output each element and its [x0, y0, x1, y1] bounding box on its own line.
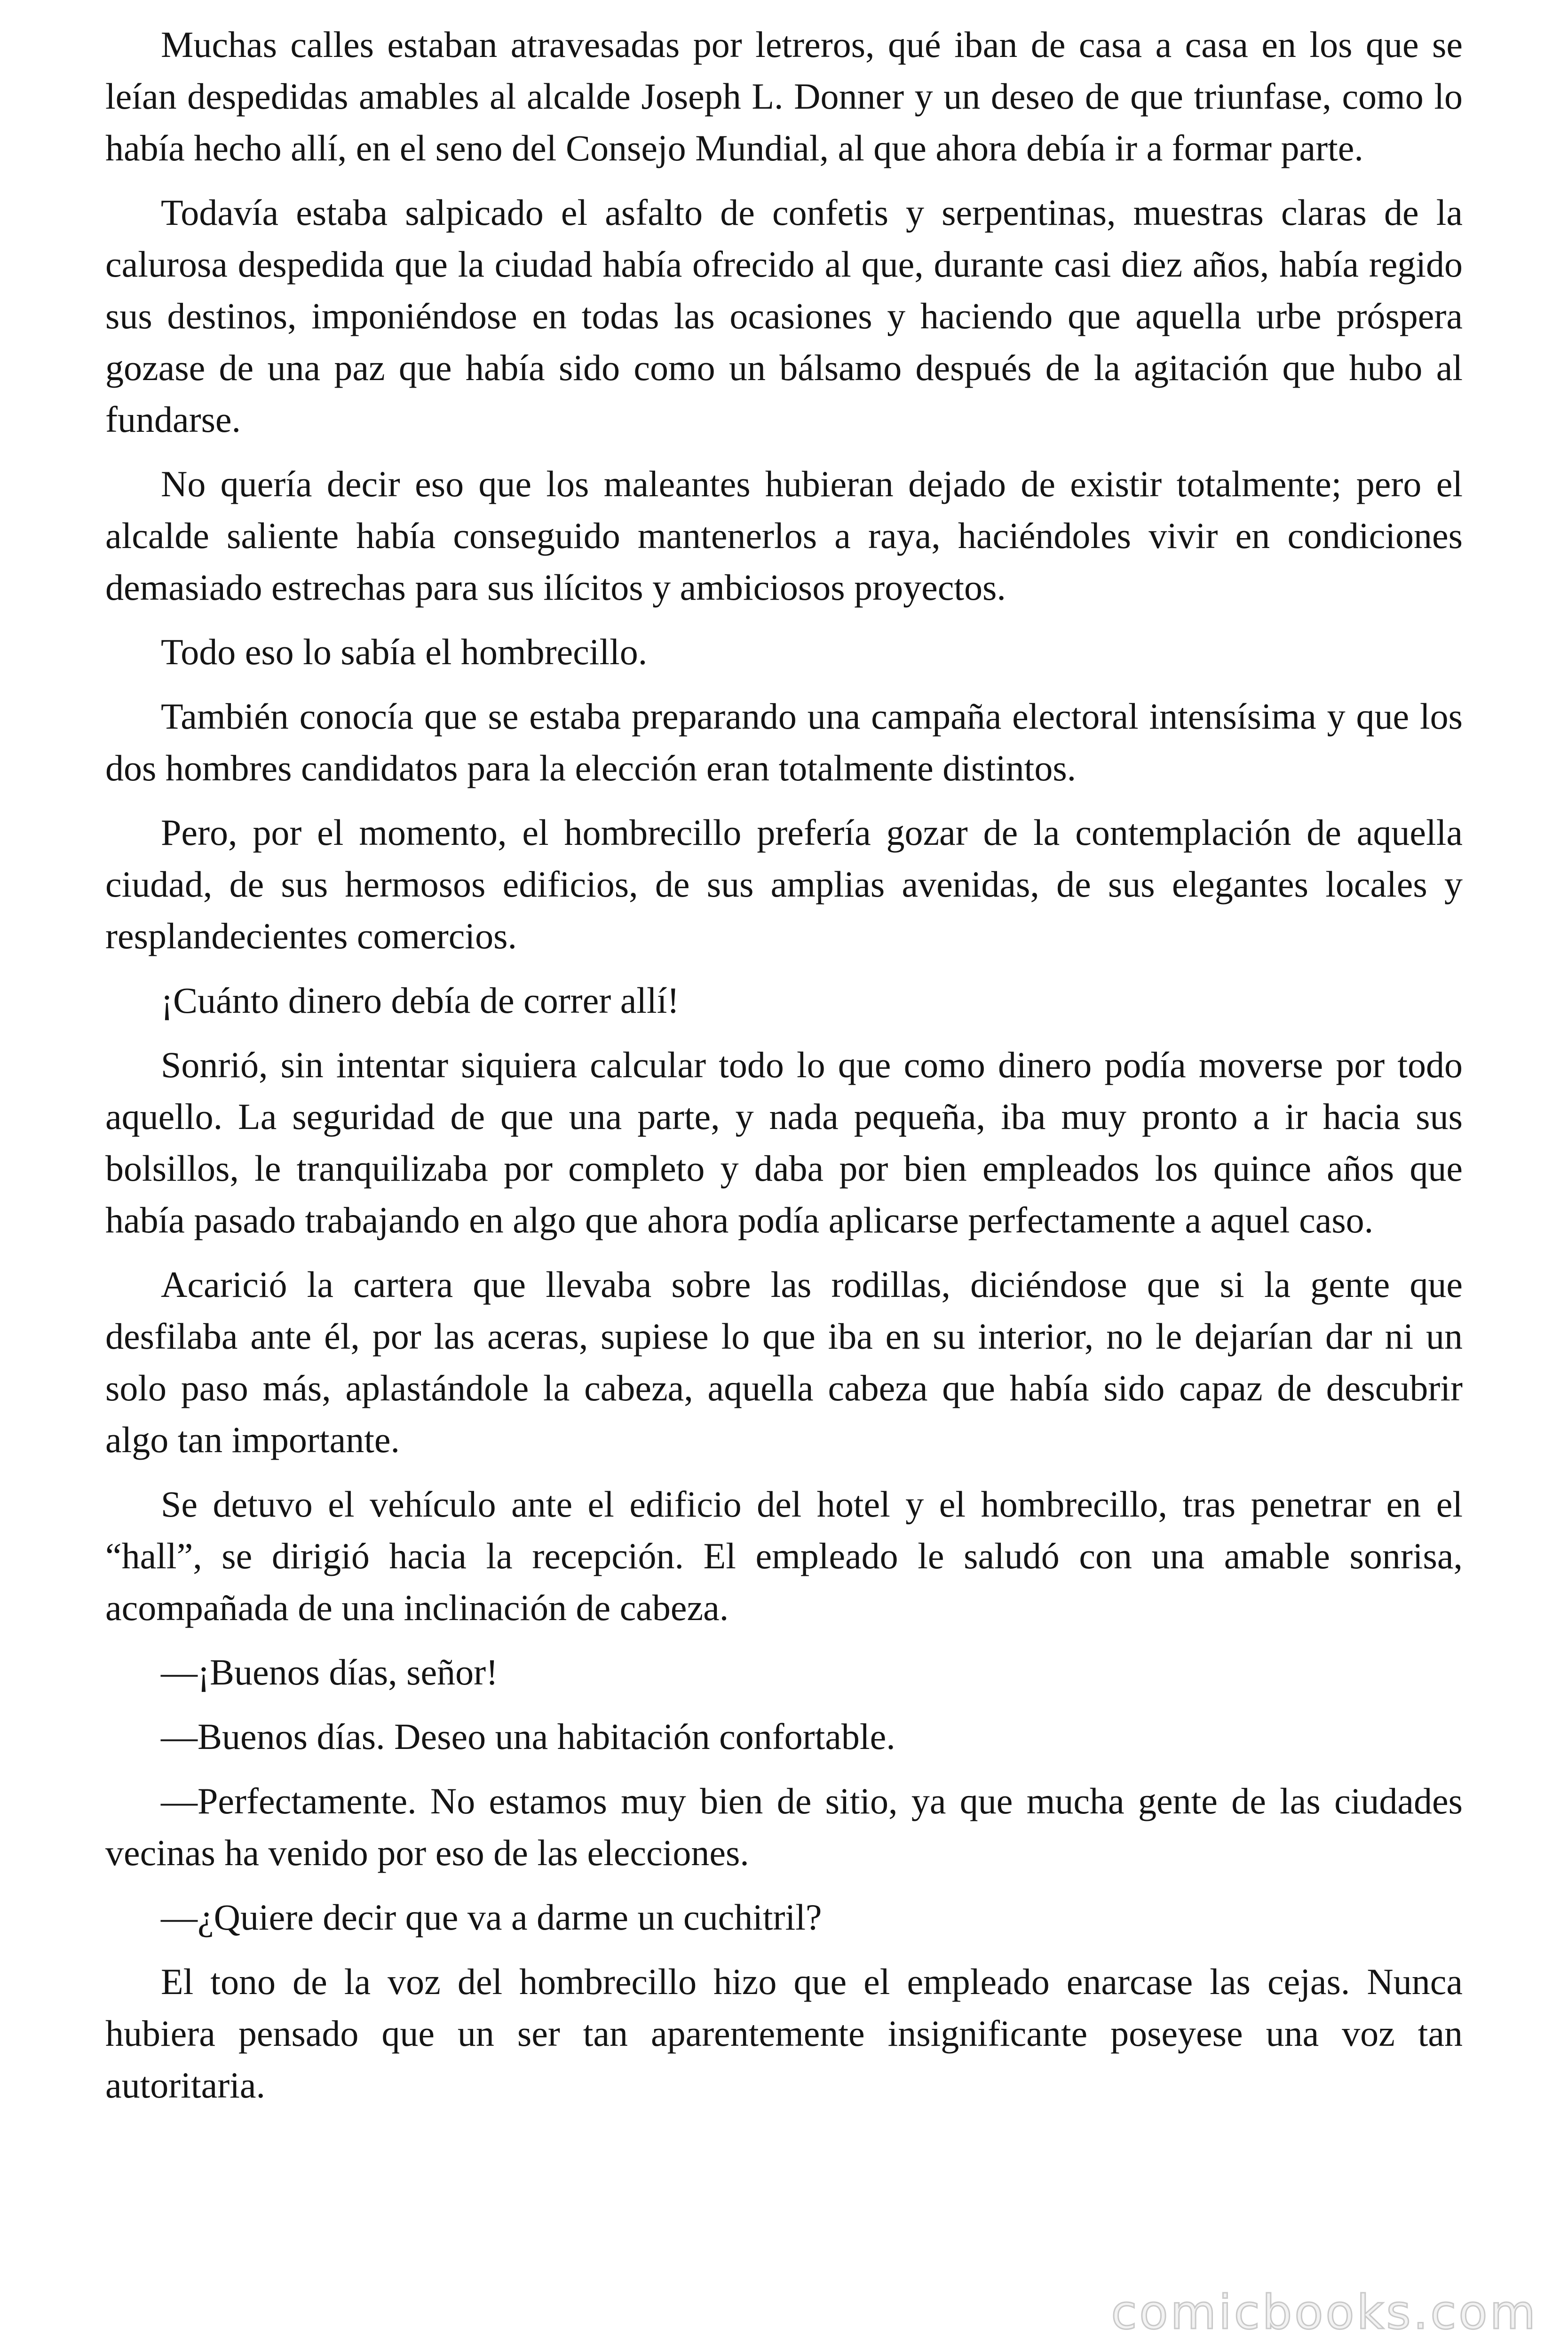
paragraph: Sonrió, sin intentar siquiera calcular todo lo que como dinero podía moverse por todo aquello. La seguridad de que una parte, y nada pequeña, iba muy pronto a ir hacia sus bolsillos, le tranquilizaba por completo y daba por bien empleados los quince años que había pasado trabajando en algo que ahora podía aplicarse perfectamente a aquel caso. [105, 1044, 1463, 1240]
paragraph: Se detuvo el vehículo ante el edificio del hotel y el hombrecillo, tras penetrar en el “hall”, se dirigió hacia la recepción. El empleado le saludó con una amable sonrisa, acompañada de una inclinación de cabeza. [105, 1484, 1463, 1628]
paragraph: No quería decir eso que los maleantes hubieran dejado de existir totalmente; pero el alcalde saliente había conseguido mantenerlos a raya, haciéndoles vivir en condiciones demasiado estrechas para sus ilícitos y ambiciosos proyectos. [105, 463, 1463, 608]
dialogue-line: —Buenos días. Deseo una habitación confortable. [161, 1716, 895, 1757]
paragraph: Pero, por el momento, el hombrecillo prefería gozar de la contemplación de aquella ciudad, de sus hermosos edificios, de sus amplias avenidas, de sus elegantes locales y resplandecientes comercios. [105, 812, 1463, 956]
watermark: comicbooks.com [1111, 2285, 1538, 2340]
paragraph: Muchas calles estaban atravesadas por letreros, qué iban de casa a casa en los que se leían despedidas amables al alcalde Joseph L. Donner y un deseo de que triunfase, como lo había hecho allí, en el seno del Consejo Mundial, al que ahora debía ir a formar parte. [105, 24, 1463, 168]
paragraph: ¡Cuánto dinero debía de correr allí! [161, 980, 680, 1021]
paragraph: El tono de la voz del hombrecillo hizo que el empleado enarcase las cejas. Nunca hubiera pensado que un ser tan aparentemente insignificante poseyese una voz tan autoritaria. [105, 1961, 1463, 2106]
paragraph: Acarició la cartera que llevaba sobre las rodillas, diciéndose que si la gente que desfilaba ante él, por las aceras, supiese lo que iba en su interior, no le dejarían dar ni un solo paso más, aplastándole la cabeza, aquella cabeza que había sido capaz de descubrir algo tan importante. [105, 1264, 1463, 1460]
page-body [105, 19, 1463, 2124]
paragraph: Todavía estaba salpicado el asfalto de confetis y serpentinas, muestras claras de la calurosa despedida que la ciudad había ofrecido al que, durante casi diez años, había regido sus destinos, imponiéndose en todas las ocasiones y haciendo que aquella urbe próspera gozase de una paz que había sido como un bálsamo después de la agitación que hubo al fundarse. [105, 192, 1463, 440]
dialogue-line: —Perfectamente. No estamos muy bien de sitio, ya que mucha gente de las ciudades vecinas ha venido por eso de las elecciones. [105, 1780, 1463, 1873]
dialogue-line: —¿Quiere decir que va a darme un cuchitril? [161, 1897, 822, 1938]
paragraph: Todo eso lo sabía el hombrecillo. [161, 631, 648, 672]
paragraph: También conocía que se estaba preparando una campaña electoral intensísima y que los dos hombres candidatos para la elección eran totalmente distintos. [105, 696, 1463, 788]
dialogue-line: —¡Buenos días, señor! [161, 1652, 499, 1692]
